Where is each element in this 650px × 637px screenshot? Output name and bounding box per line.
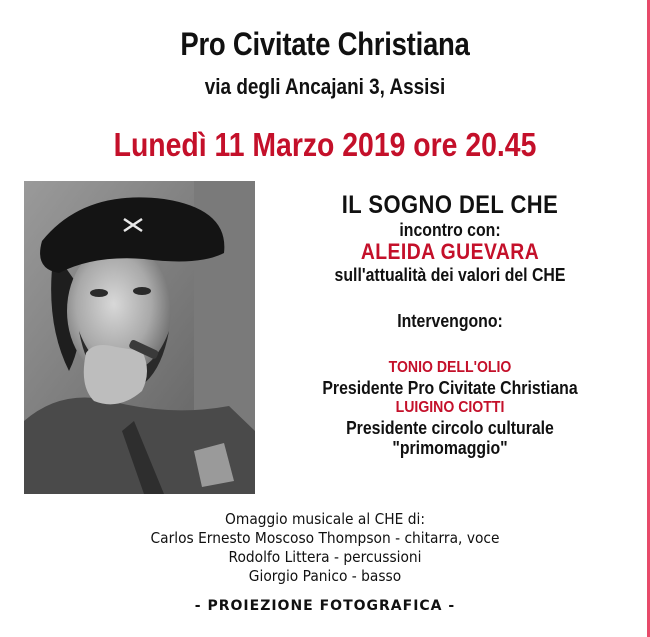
speaker-role: Presidente circolo culturale bbox=[346, 418, 554, 438]
event-datetime: Lunedì 11 Marzo 2019 ore 20.45 bbox=[113, 126, 537, 163]
speaker-role: Presidente Pro Civitate Christiana bbox=[322, 378, 578, 398]
performer: Giorgio Panico - basso bbox=[248, 567, 402, 585]
speaker-role: "primomaggio" bbox=[392, 438, 508, 458]
speakers-heading: Intervengono: bbox=[397, 311, 503, 331]
address: via degli Ancajani 3, Assisi bbox=[204, 74, 446, 99]
guest-name: ALEIDA GUEVARA bbox=[360, 239, 540, 264]
speaker-name: TONIO DELL'OLIO bbox=[388, 359, 512, 376]
performer: Carlos Ernesto Moscoso Thompson - chitarra, voce bbox=[150, 529, 500, 547]
speaker-name: LUIGINO CIOTTI bbox=[395, 399, 505, 416]
event-topic: sull'attualità dei valori del CHE bbox=[334, 265, 566, 285]
music-heading: Omaggio musicale al CHE di: bbox=[225, 510, 425, 528]
music-credits bbox=[0, 510, 650, 586]
performer: Rodolfo Littera - percussioni bbox=[228, 548, 422, 566]
event-details bbox=[250, 190, 650, 458]
event-intro: incontro con: bbox=[399, 220, 501, 240]
event-title: IL SOGNO DEL CHE bbox=[341, 191, 559, 219]
portrait-photo bbox=[24, 181, 255, 494]
organization-title: Pro Civitate Christiana bbox=[180, 26, 470, 62]
photo-projection-note: - PROIEZIONE FOTOGRAFICA - bbox=[194, 598, 456, 614]
